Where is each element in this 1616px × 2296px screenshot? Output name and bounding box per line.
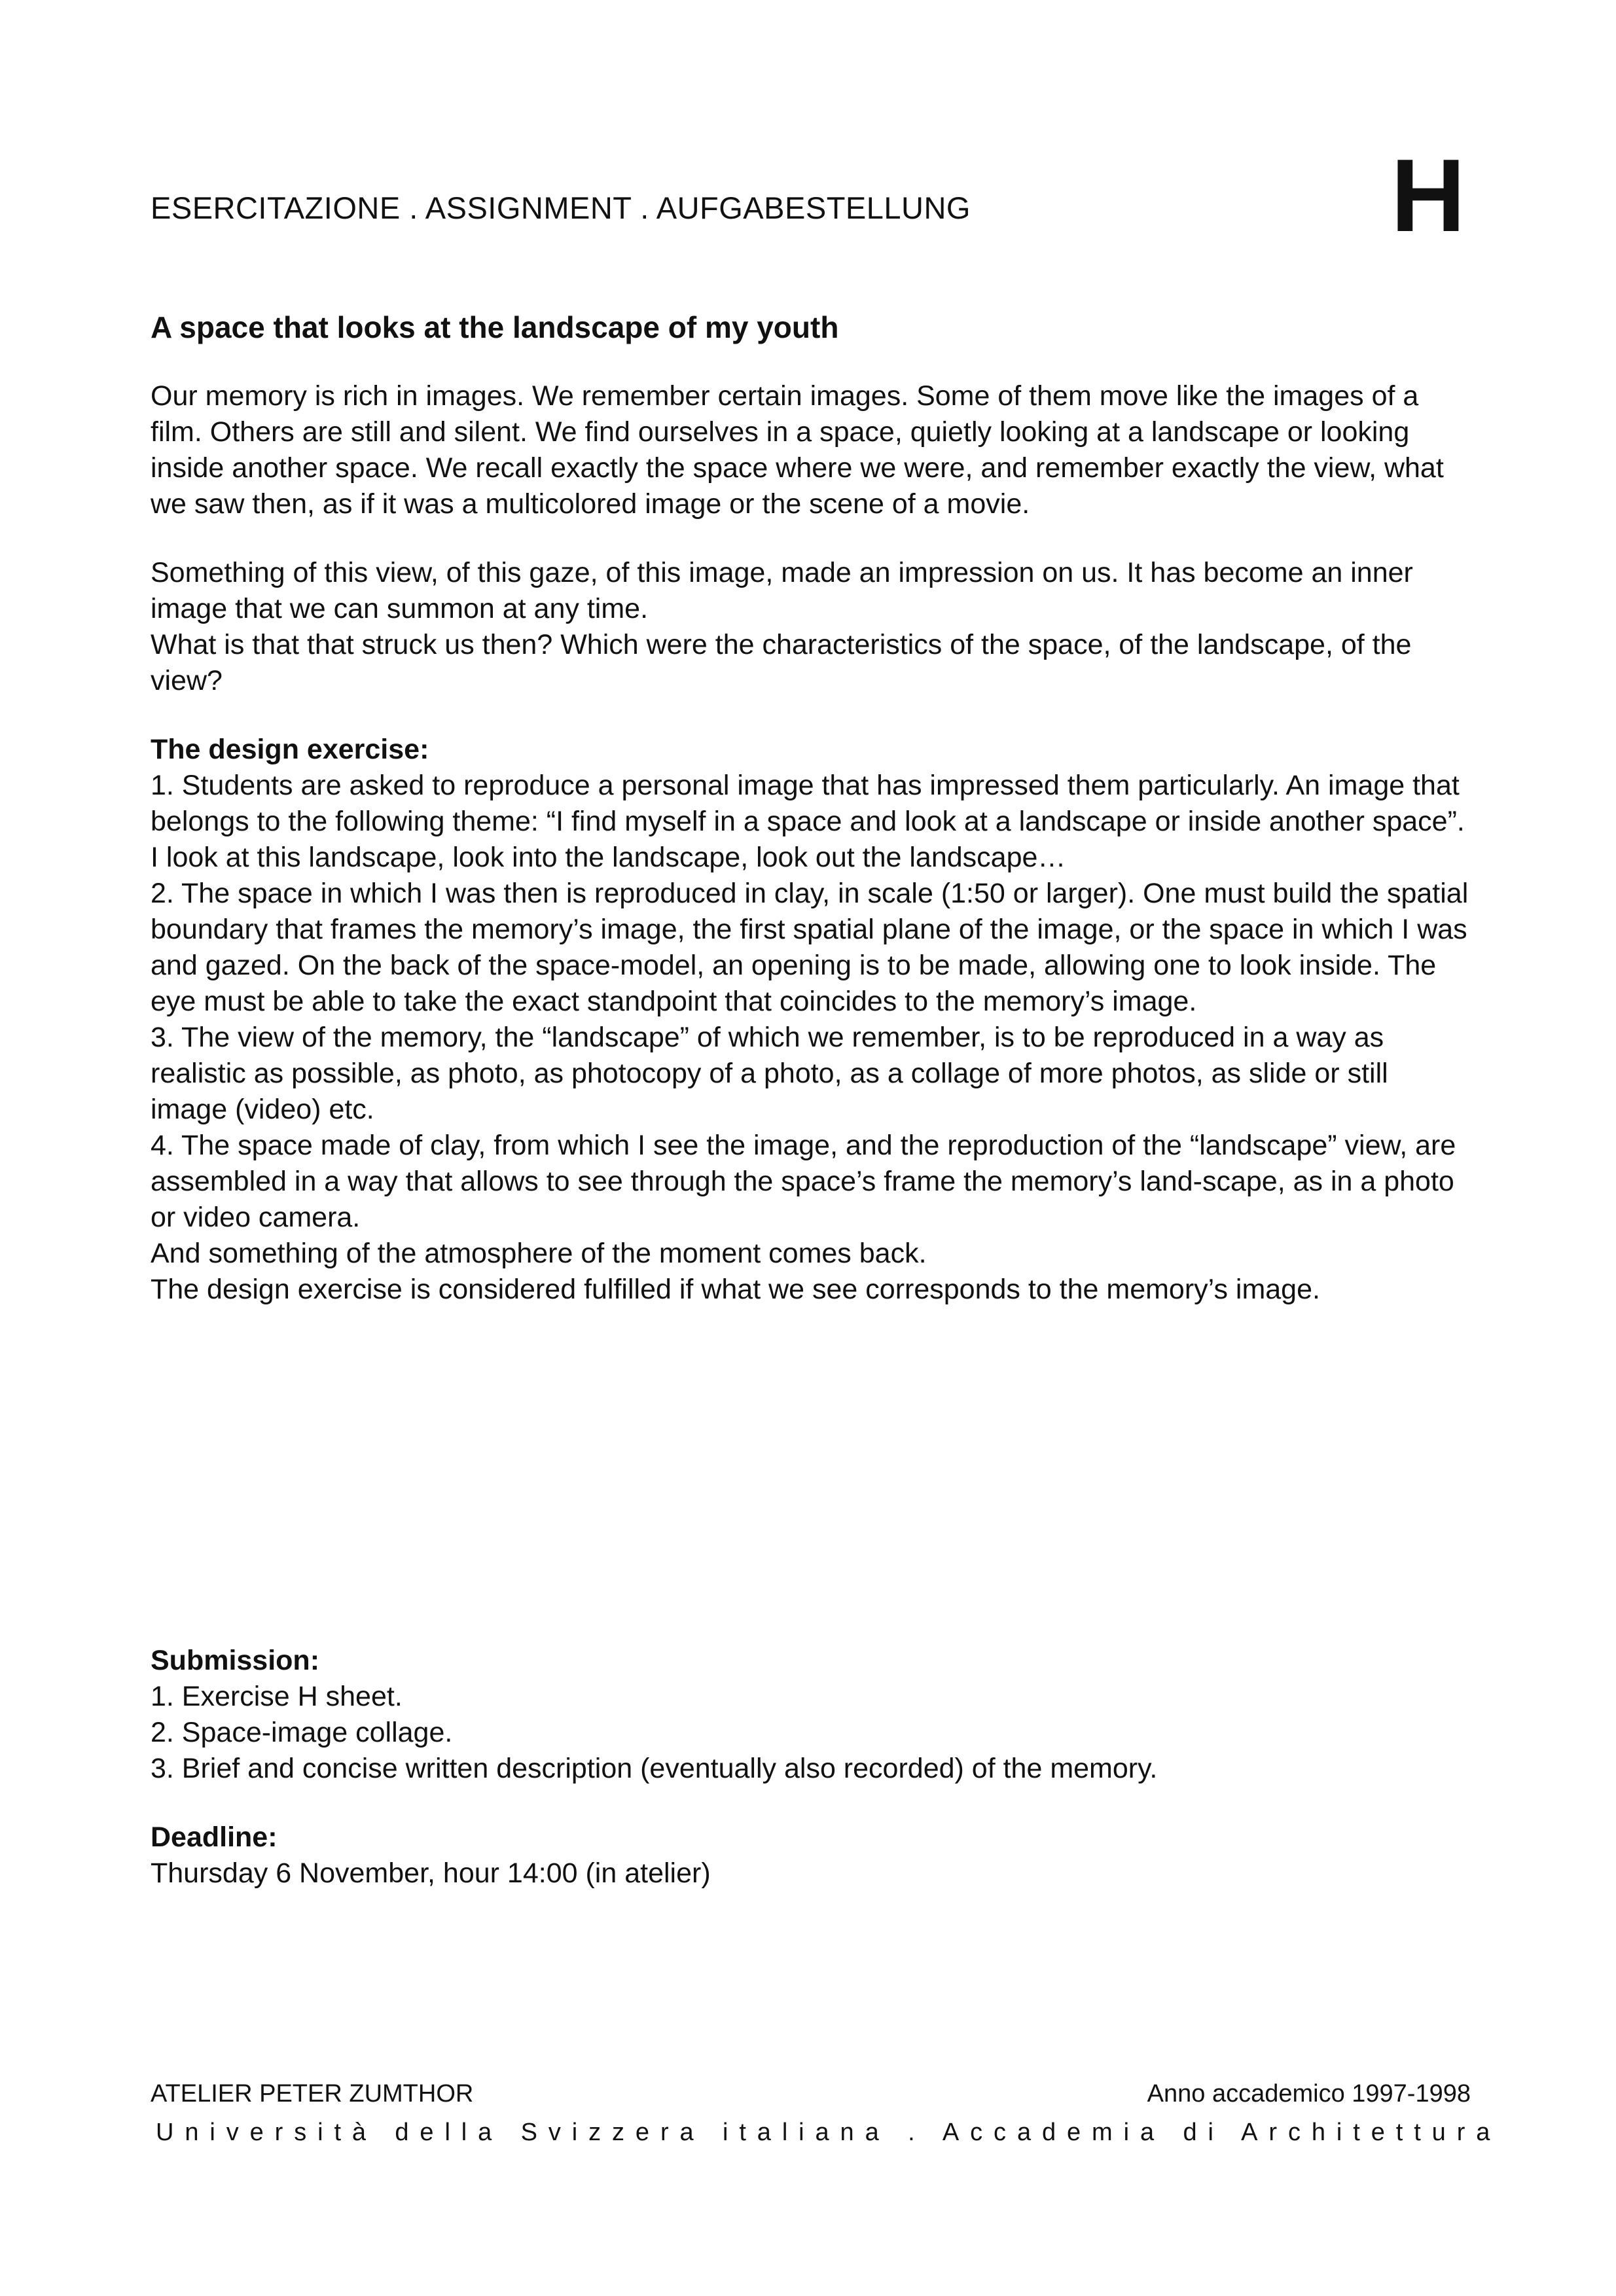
design-step: 1. Students are asked to reproduce a personal image that has impressed them particularly. An image that belongs to the following theme: “I find myself in a space and look at a landscape or inside another space”. I look at this landscape, look into the landscape, look out the landscape… — [151, 770, 1465, 873]
design-exercise-heading: The design exercise: — [151, 734, 429, 765]
footer-university: Università della Svizzera italiana . Accademia di Architettura — [156, 2119, 1501, 2146]
paragraph-gap — [151, 1787, 1469, 1820]
design-closing-line: And something of the atmosphere of the moment comes back. — [151, 1238, 927, 1269]
deadline-value: Thursday 6 November, hour 14:00 (in atelier) — [151, 1857, 711, 1889]
design-step: 4. The space made of clay, from which I see the image, and the reproduction of the “landscape” view, are assembled in a way that allows to see through the space’s frame the memory’s land-scape, as in a photo or video camera. — [151, 1130, 1456, 1233]
submission-deadline-block — [151, 1643, 1469, 1892]
document-body — [151, 308, 1469, 1308]
design-closing-line: The design exercise is considered fulfilled if what we see corresponds to the memory’s image. — [151, 1274, 1320, 1305]
question-paragraph: What is that that struck us then? Which were the characteristics of the space, of the landscape, of the view? — [151, 629, 1412, 696]
submission-item: 1. Exercise H sheet. — [151, 1681, 403, 1712]
footer-atelier: ATELIER PETER ZUMTHOR — [151, 2080, 474, 2108]
footer-academic-year: Anno accademico 1997-1998 — [1147, 2080, 1471, 2108]
intro-paragraph: Our memory is rich in images. We remember certain images. Some of them move like the images of a film. Others are still and silent. We find ourselves in a space, quietly looking at a landscape or looking inside another space. We recall exactly the space where we were, and remember exactly the view, what we saw then, as if it was a multicolored image or the scene of a movie. — [151, 380, 1444, 520]
design-step: 2. The space in which I was then is reproduced in clay, in scale (1:50 or larger). One must build the spatial boundary that frames the memory’s image, the first spatial plane of the image, or the space in which I was and gazed. On the back of the space-model, an opening is to be made, allowing one to look inside. The eye must be able to take the exact standpoint that coincides to the memory’s image. — [151, 878, 1469, 1017]
sheet-letter: H — [1390, 138, 1465, 253]
paragraph-gap — [151, 699, 1469, 732]
submission-item: 3. Brief and concise written description (eventually also recorded) of the memory. — [151, 1753, 1158, 1784]
submission-item: 2. Space-image collage. — [151, 1717, 453, 1748]
impression-paragraph: Something of this view, of this gaze, of this image, made an impression on us. It has become an inner image that we can summon at any time. — [151, 557, 1413, 624]
design-exercise-section — [151, 732, 1469, 1308]
deadline-heading: Deadline: — [151, 1821, 278, 1853]
assignment-label: ESERCITAZIONE . ASSIGNMENT . AUFGABESTELLUNG — [151, 190, 971, 225]
paragraph-gap — [151, 522, 1469, 555]
submission-heading: Submission: — [151, 1645, 320, 1676]
document-title: A space that looks at the landscape of my youth — [151, 310, 839, 344]
design-step: 3. The view of the memory, the “landscape” of which we remember, is to be reproduced in a way as realistic as possible, as photo, as photocopy of a photo, as a collage of more photos, as slide or still image (video) etc. — [151, 1022, 1388, 1125]
